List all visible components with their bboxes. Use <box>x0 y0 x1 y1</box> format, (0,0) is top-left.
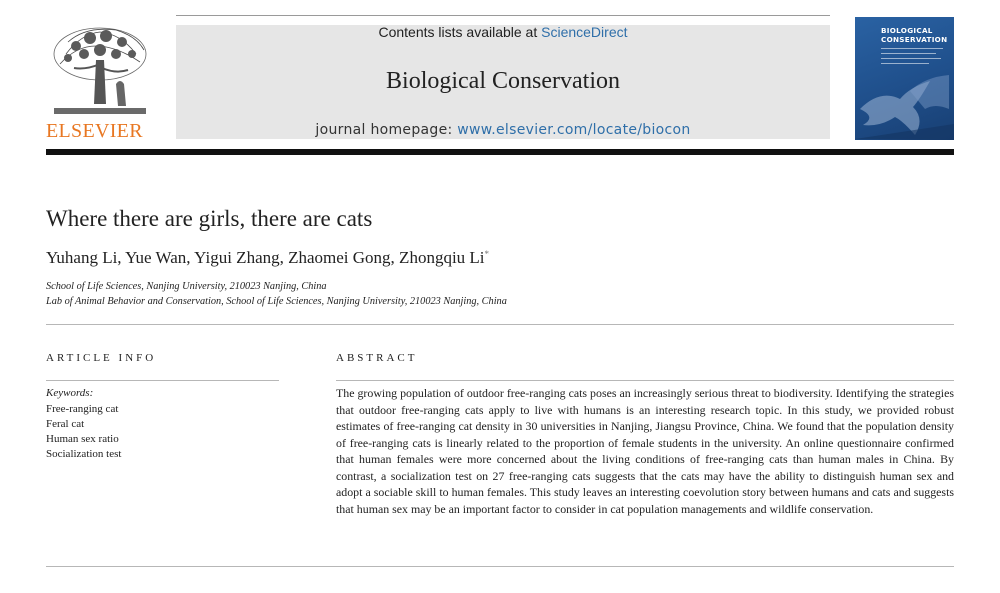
sciencedirect-link[interactable]: ScienceDirect <box>541 24 628 40</box>
journal-cover-thumbnail[interactable] <box>855 17 954 140</box>
author-list <box>46 248 489 268</box>
journal-homepage-line <box>176 122 830 138</box>
header-top-rule <box>176 15 830 16</box>
article-info-rule <box>46 380 279 381</box>
keyword-item: Feral cat <box>46 418 85 430</box>
cover-title-line-2: CONSERVATION <box>881 35 948 44</box>
homepage-prefix: journal homepage: <box>315 122 458 138</box>
publisher-wordmark: ELSEVIER <box>46 120 143 142</box>
section-divider <box>46 324 954 325</box>
affiliation-1: School of Life Sciences, Nanjing University, 210023 Nanjing, China <box>46 281 327 292</box>
keyword-list <box>46 402 121 462</box>
contents-line <box>176 24 830 40</box>
keyword-item: Human sex ratio <box>46 433 119 445</box>
header-thick-rule <box>46 149 954 155</box>
corresponding-author-mark[interactable]: * <box>484 249 490 259</box>
keywords-label: Keywords: <box>46 387 94 399</box>
cover-title-line-1: BIOLOGICAL <box>881 26 933 35</box>
cover-text-line <box>881 63 929 64</box>
keyword-item: Free-ranging cat <box>46 403 119 415</box>
abstract-heading: ABSTRACT <box>336 352 418 364</box>
cover-bird-illustration-icon <box>855 69 954 140</box>
affiliation-2: Lab of Animal Behavior and Conservation, School of Life Sciences, Nanjing University, 210023 Nanjing, China <box>46 296 507 307</box>
journal-title[interactable]: Biological Conservation <box>386 68 620 94</box>
keyword-item: Socialization test <box>46 448 122 460</box>
abstract-rule <box>336 380 954 381</box>
abstract-text: The growing population of outdoor free-ranging cats poses an increasingly serious threat to biodiversity. Identifying the strategies that outdoor free-ranging cats apply to live with humans is an interesting research topic. In this study, we provided robust estimates of free-ranging cat density in 30 universities in Nanjing, Jiangsu Province, China. We found that the population density of free-ranging cats is linearly related to the proportion of female students in the university. An online questionnaire confirmed that human females were more concerned about the living conditions of free-ranging cats than human males in China. By contrast, a socialization test on 27 free-ranging cats suggests that the cats may have the ability to distinguish human sex and adopt a sociable skill to human females. This study leaves an interesting coevolution story between humans and cats and suggests that human sex may be an important factor to consider in cat population managements and wildlife conservation. <box>336 386 954 516</box>
journal-homepage-link[interactable]: www.elsevier.com/locate/biocon <box>457 122 691 138</box>
article-title: Where there are girls, there are cats <box>46 206 373 231</box>
article-info-heading: ARTICLE INFO <box>46 352 157 364</box>
cover-text-line <box>881 58 941 59</box>
cover-text-line <box>881 53 936 54</box>
cover-text-line <box>881 48 943 49</box>
authors-names[interactable]: Yuhang Li, Yue Wan, Yigui Zhang, Zhaomei Gong, Zhongqiu Li <box>46 248 485 267</box>
abstract-bottom-rule <box>46 566 954 567</box>
contents-prefix: Contents lists available at <box>378 24 542 40</box>
cover-title <box>881 26 951 44</box>
